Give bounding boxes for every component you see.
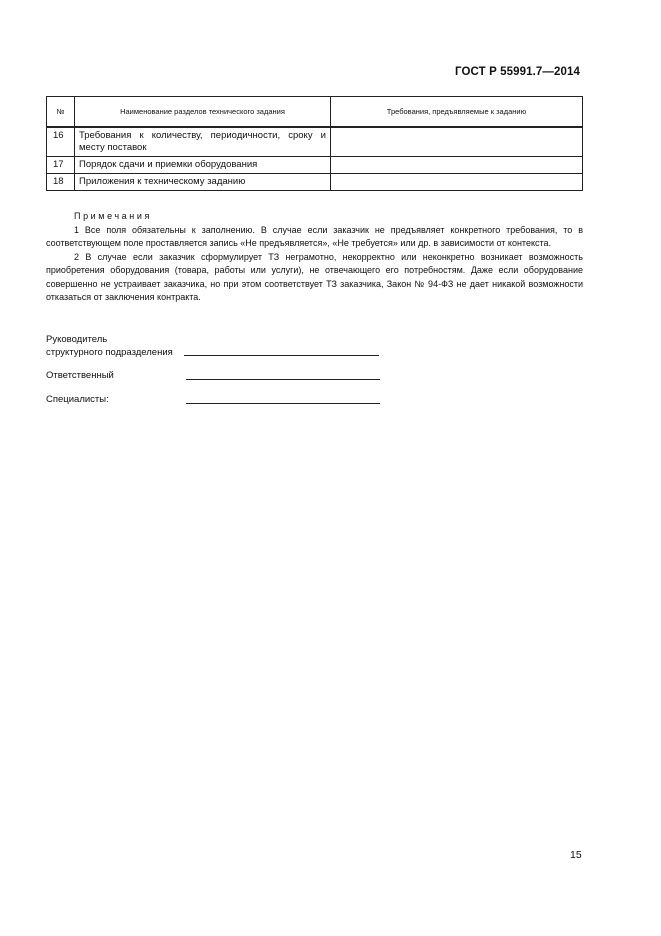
row-section-name: Порядок сдачи и приемки оборудования	[75, 157, 331, 174]
row-section-name: Требования к количеству, периодичности, сроку и месту поставок	[75, 127, 331, 157]
signature-head-line1: Руководитель	[46, 334, 108, 345]
signature-specialists-label: Специалисты:	[46, 394, 109, 405]
standard-number: ГОСТ Р 55991.7—2014	[455, 66, 580, 78]
note-2: 2 В случае если заказчик сформулирует ТЗ неграмотно, некорректно или неконкретно возникает возможность приобретения оборудования (товара, работы или услуги), не отвечающего его потребностям. Даже если оборудование совершенно не устраивает заказчика, но при этом соответствует ТЗ заказчика, Закон № 94-ФЗ не дает никакой возможности отказаться от заключения контракта.	[46, 251, 583, 302]
column-header-requirements: Требования, предъявляемые к заданию	[331, 97, 583, 128]
row-section-name: Приложения к техническому заданию	[75, 174, 331, 191]
table-header-row	[47, 97, 583, 128]
page-number: 15	[570, 849, 582, 861]
notes-title: Примечания	[74, 211, 152, 221]
notes-block	[46, 210, 583, 305]
row-requirements	[331, 174, 583, 191]
signature-head-label	[46, 333, 173, 359]
row-requirements	[331, 157, 583, 174]
requirements-table	[46, 96, 583, 191]
signature-head-line	[184, 355, 379, 356]
row-number: 18	[47, 174, 75, 191]
table-row	[47, 127, 583, 157]
column-header-number: №	[47, 97, 75, 128]
table-row	[47, 174, 583, 191]
row-number: 17	[47, 157, 75, 174]
column-header-section-name: Наименование разделов технического задания	[75, 97, 331, 128]
signature-specialists-line	[186, 403, 380, 404]
signature-responsible-line	[186, 379, 380, 380]
note-1: 1 Все поля обязательны к заполнению. В случае если заказчик не предъявляет конкретного требования, то в соответствующем поле проставляется запись «Не предъявляется», «Не требуется» или др. в зависимости от контекста.	[46, 224, 583, 248]
row-number: 16	[47, 127, 75, 157]
signature-responsible-label: Ответственный	[46, 370, 114, 381]
signature-head-line2: структурного подразделения	[46, 347, 173, 358]
row-requirements	[331, 127, 583, 157]
table-row	[47, 157, 583, 174]
